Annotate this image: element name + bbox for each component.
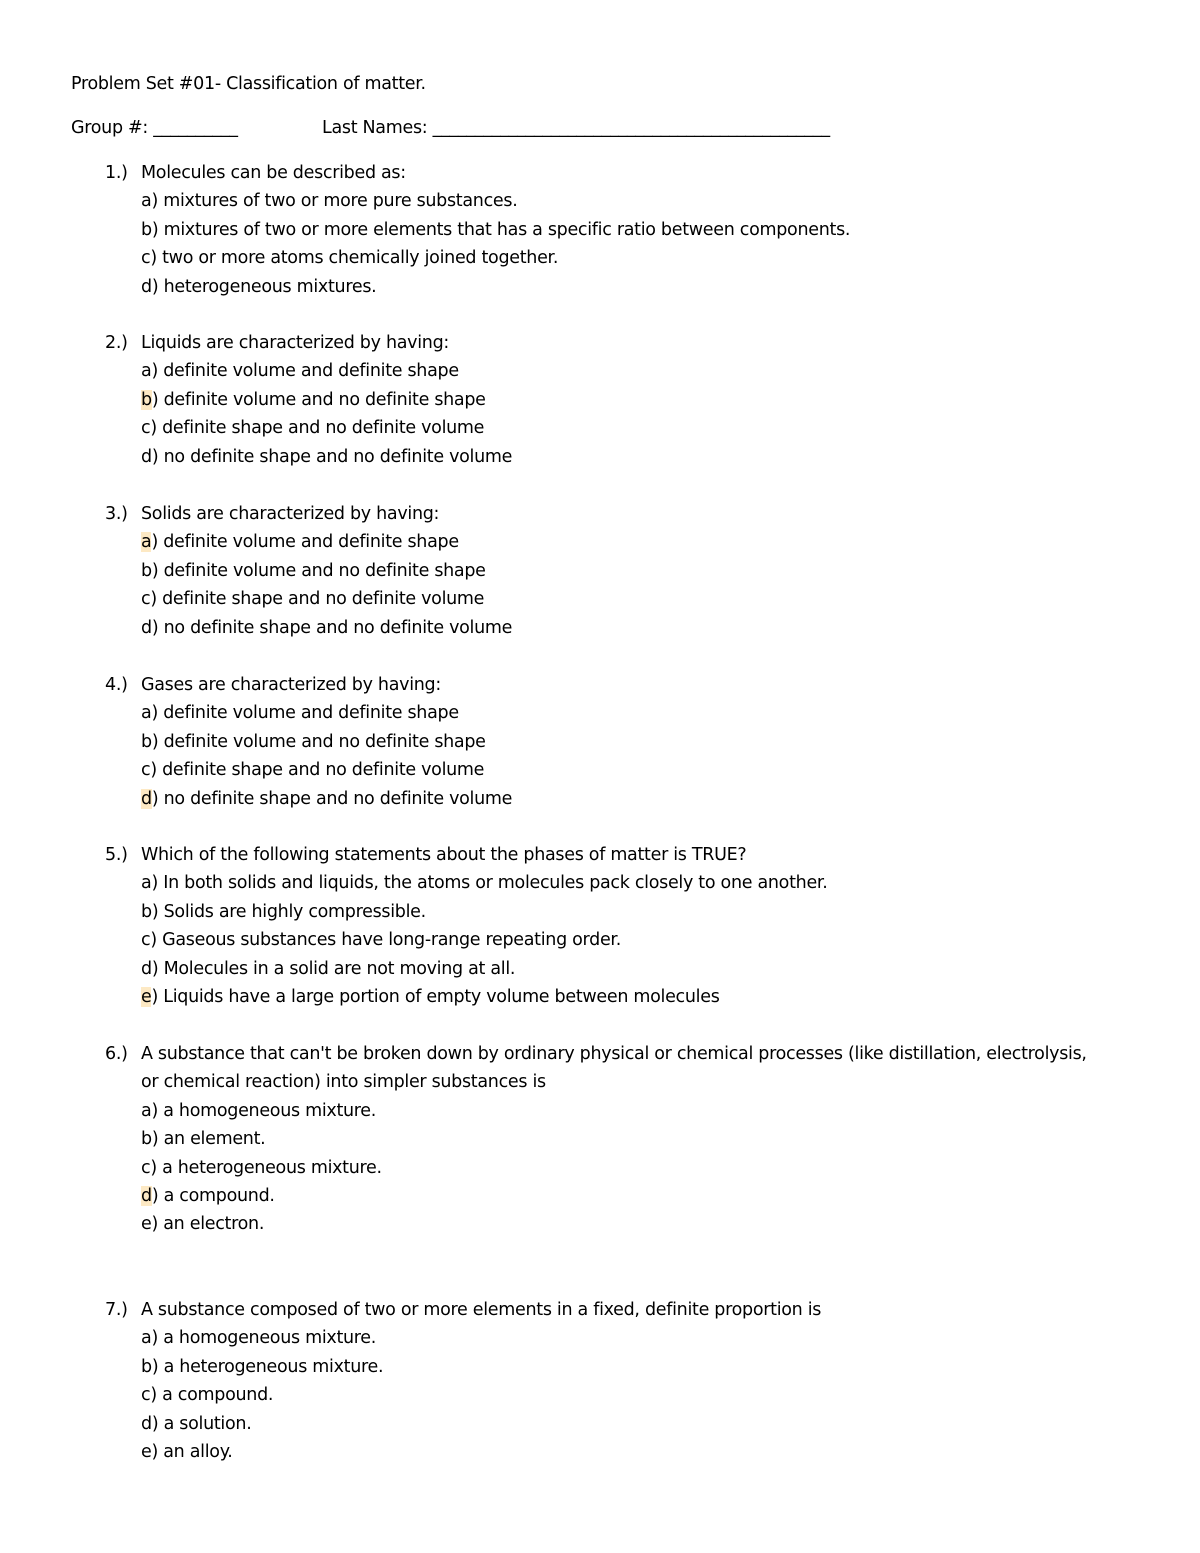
question-number: 3.) — [105, 504, 128, 524]
option-text: ) mixtures of two or more pure substances. — [151, 191, 518, 212]
question-number: 7.) — [105, 1300, 128, 1320]
option-text: ) Solids are highly compressible. — [151, 901, 426, 922]
question-number: 6.) — [105, 1044, 128, 1064]
question-number: 1.) — [105, 163, 128, 183]
answer-option-b — [141, 728, 512, 756]
answer-option-d — [141, 1410, 821, 1438]
option-letter: c — [141, 418, 151, 439]
question-2 — [105, 329, 512, 471]
answer-option-e — [141, 1438, 821, 1466]
answer-option-a — [141, 869, 827, 897]
option-letter: c — [141, 1385, 151, 1406]
question-5 — [105, 841, 827, 1011]
answer-option-a — [141, 1324, 821, 1352]
answer-option-a — [141, 699, 512, 727]
option-text: ) two or more atoms chemically joined together. — [150, 248, 559, 269]
answer-option-d — [141, 443, 512, 471]
option-text: ) definite shape and no definite volume — [150, 418, 485, 439]
option-letter: a — [141, 703, 152, 724]
answer-option-b — [141, 1125, 1087, 1153]
question-number: 5.) — [105, 845, 128, 865]
option-letter: d — [141, 276, 152, 297]
option-text: ) definite volume and no definite shape — [151, 731, 486, 752]
answer-option-b — [141, 216, 850, 244]
question-3 — [105, 500, 512, 642]
question-stem: Molecules can be described as: — [141, 163, 406, 183]
option-letter-highlighted: b — [141, 389, 152, 410]
option-text: ) Molecules in a solid are not moving at all. — [151, 958, 516, 979]
option-text: ) mixtures of two or more elements that has a specific ratio between components. — [151, 219, 851, 240]
option-letter: c — [141, 1157, 151, 1178]
option-text: ) an electron. — [151, 1214, 265, 1235]
answer-option-a — [141, 187, 850, 215]
answer-option-c — [141, 1381, 821, 1409]
option-text: ) a solution. — [151, 1413, 252, 1434]
option-text: ) heterogeneous mixtures. — [151, 276, 377, 297]
option-letter: d — [141, 446, 152, 467]
option-letter: a — [141, 1328, 152, 1349]
answer-option-d — [141, 273, 850, 301]
question-6 — [105, 1040, 1087, 1239]
option-text: ) no definite shape and no definite volume — [151, 617, 513, 638]
answer-option-c — [141, 244, 850, 272]
option-letter: b — [141, 901, 152, 922]
answer-option-d — [141, 614, 512, 642]
option-text: ) definite volume and definite shape — [151, 361, 459, 382]
answer-option-b — [141, 898, 827, 926]
option-text: ) Gaseous substances have long-range repeating order. — [150, 930, 621, 951]
question-stem: or chemical reaction) into simpler substances is — [141, 1072, 546, 1093]
question-stem: A substance that can't be broken down by ordinary physical or chemical processes (like distillation, electrolysis, — [141, 1044, 1087, 1064]
answer-option-c — [141, 414, 512, 442]
question-stem: A substance composed of two or more elements in a fixed, definite proportion is — [141, 1300, 822, 1320]
option-letter: d — [141, 958, 152, 979]
option-text: ) definite volume and no definite shape — [151, 560, 486, 581]
option-letter: b — [141, 731, 152, 752]
answer-option-c — [141, 926, 827, 954]
option-letter: d — [141, 617, 152, 638]
option-letter-highlighted: a — [141, 532, 152, 553]
option-text: ) In both solids and liquids, the atoms or molecules pack closely to one another. — [151, 873, 828, 894]
option-letter: b — [141, 1356, 152, 1377]
answer-option-c — [141, 585, 512, 613]
question-7 — [105, 1296, 821, 1466]
answer-option-b — [141, 1353, 821, 1381]
last-names-field: Last Names: _______________________________________________ — [322, 118, 830, 138]
answer-option-c — [141, 756, 512, 784]
option-letter-highlighted: d — [141, 788, 152, 809]
option-letter: b — [141, 560, 152, 581]
group-number-field: Group #: __________ — [71, 118, 238, 138]
answer-option-c — [141, 1154, 1087, 1182]
option-letter: a — [141, 873, 152, 894]
question-number: 4.) — [105, 675, 128, 695]
option-text: ) definite volume and no definite shape — [151, 389, 486, 410]
option-letter: a — [141, 191, 152, 212]
answer-option-e — [141, 1210, 1087, 1238]
option-text: ) Liquids have a large portion of empty volume between molecules — [151, 987, 720, 1008]
option-letter: a — [141, 1100, 152, 1121]
option-text: ) a heterogeneous mixture. — [151, 1356, 384, 1377]
option-letter: a — [141, 361, 152, 382]
option-letter: c — [141, 589, 151, 610]
option-text: ) no definite shape and no definite volume — [151, 788, 513, 809]
option-text: ) a compound. — [151, 1186, 275, 1207]
question-1 — [105, 159, 850, 301]
option-text: ) a homogeneous mixture. — [151, 1328, 377, 1349]
option-text: ) definite volume and definite shape — [151, 532, 459, 553]
page-title: Problem Set #01- Classification of matter. — [71, 74, 426, 94]
answer-option-a — [141, 528, 512, 556]
answer-option-d — [141, 785, 512, 813]
option-text: ) a homogeneous mixture. — [151, 1100, 377, 1121]
option-text: ) no definite shape and no definite volume — [151, 446, 513, 467]
answer-option-a — [141, 357, 512, 385]
option-letter: b — [141, 219, 152, 240]
option-text: ) an alloy. — [151, 1442, 233, 1463]
option-letter-highlighted: d — [141, 1186, 152, 1207]
answer-option-a — [141, 1097, 1087, 1125]
option-letter: c — [141, 930, 151, 951]
answer-option-d — [141, 1182, 1087, 1210]
option-text: ) definite shape and no definite volume — [150, 760, 485, 781]
option-text: ) definite shape and no definite volume — [150, 589, 485, 610]
option-text: ) a heterogeneous mixture. — [150, 1157, 382, 1178]
option-letter: d — [141, 1413, 152, 1434]
question-stem: Solids are characterized by having: — [141, 504, 440, 524]
answer-option-e — [141, 983, 827, 1011]
question-4 — [105, 671, 512, 813]
option-letter: e — [141, 1442, 152, 1463]
question-number: 2.) — [105, 333, 128, 353]
answer-option-b — [141, 386, 512, 414]
option-text: ) definite volume and definite shape — [151, 703, 459, 724]
option-letter: c — [141, 248, 151, 269]
answer-option-b — [141, 557, 512, 585]
option-text: ) a compound. — [150, 1385, 274, 1406]
question-stem: Which of the following statements about the phases of matter is TRUE? — [141, 845, 747, 865]
question-stem: Gases are characterized by having: — [141, 675, 441, 695]
answer-option-d — [141, 955, 827, 983]
option-letter: c — [141, 760, 151, 781]
option-text: ) an element. — [151, 1129, 266, 1150]
question-stem: Liquids are characterized by having: — [141, 333, 449, 353]
option-letter: e — [141, 1214, 152, 1235]
option-letter-highlighted: e — [141, 987, 152, 1008]
option-letter: b — [141, 1129, 152, 1150]
